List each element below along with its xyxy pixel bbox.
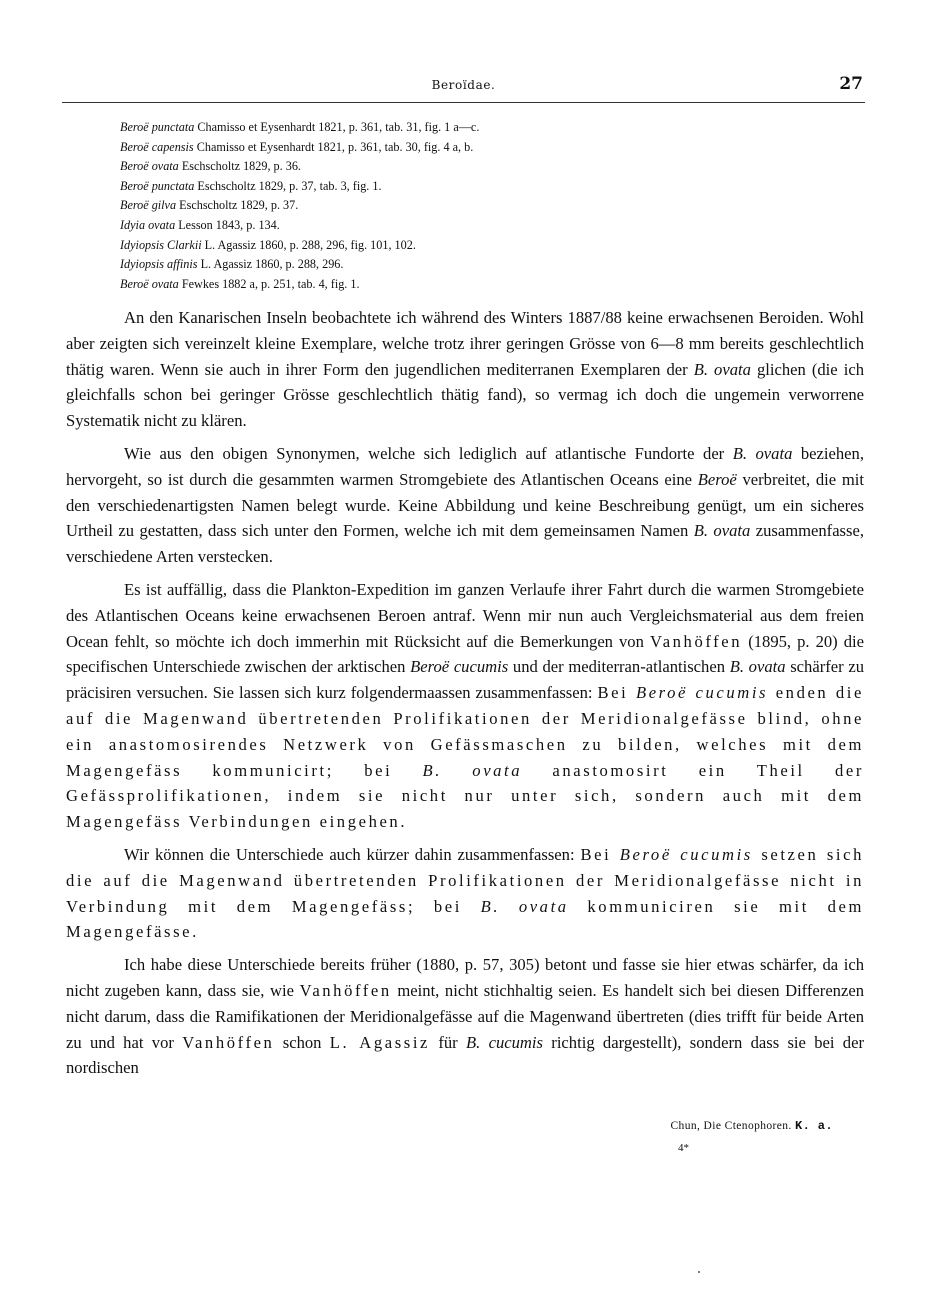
emphasis-run: Beroë cucumis xyxy=(410,657,509,677)
emphasis-run: Vanhöffen xyxy=(299,980,392,1000)
synonym-reference: L. Agassiz 1860, p. 288, 296. xyxy=(197,257,344,272)
synonym-taxon: Idyia ovata xyxy=(120,217,176,232)
synonym-entry xyxy=(120,157,680,177)
text-run: und der mediterran-atlantischen xyxy=(508,657,730,677)
sheet-signature: 4* xyxy=(678,1142,689,1154)
text-run: Wir können die Unterschiede auch kürzer dahin zusammenfassen: xyxy=(124,844,581,864)
text-run: für xyxy=(430,1032,466,1052)
synonym-entry xyxy=(120,216,680,236)
paragraph xyxy=(66,842,864,945)
body-text xyxy=(66,305,864,1088)
footer-ref-text: Chun, Die Ctenophoren. xyxy=(670,1120,792,1132)
synonym-entry xyxy=(120,138,680,158)
synonym-taxon: Beroë capensis xyxy=(120,139,194,154)
synonym-taxon: Beroë gilva xyxy=(120,198,177,213)
text-run: richtig dargestellt), sondern dass sie bei der nordischen xyxy=(66,1032,864,1078)
synonym-entry xyxy=(120,118,680,138)
synonym-reference: Fewkes 1882 a, p. 251, tab. 4, fig. 1. xyxy=(178,276,360,291)
footer-ref-code: K. a. xyxy=(794,1119,833,1133)
emphasis-run: Beroë xyxy=(697,469,737,489)
paragraph xyxy=(66,952,864,1081)
text-run: beziehen, hervorgeht, so ist durch die gesammten warmen Stromgebiete des Atlantischen Oceans eine xyxy=(66,443,864,489)
text-run: An den Kanarischen Inseln beobachtete ich während des Winters 1887/88 keine erwachsenen Beroiden. Wohl aber zeigten sich vereinzelt kleine Exemplare, welche trotz ihrer geringen Grösse von 6—8 mm bereits geschlechtlich thätig waren. Wenn sie auch in ihrer Form den jugendlichen mediterranen Exemplaren der xyxy=(66,308,864,379)
emphasis-run: setzen sich die auf die Magenwand übertretenden Prolifikationen der Meridionalgefässe nicht in Verbindung mit dem Magengefäss; bei xyxy=(66,844,864,916)
emphasis-run: B. ovata xyxy=(422,760,523,780)
text-run: schärfer zu präcisiren versuchen. Sie lassen sich kurz folgendermaassen zusammenfassen: xyxy=(66,657,864,703)
text-run: schon xyxy=(274,1032,330,1052)
synonym-entry xyxy=(120,255,680,275)
emphasis-run: enden die auf die Magenwand übertretenden Prolifikationen der Meridionalgefässe blind, ohne ein anastomosirendes Netzwerk von Gefässmaschen zu bilden, welches mit dem Magengefäss kommunicirt; bei xyxy=(66,683,864,780)
synonym-entry xyxy=(120,275,680,295)
text-run: (1895, p. 20) die specifischen Unterschiede zwischen der arktischen xyxy=(66,631,865,677)
text-run: verbreitet, die mit den verschiedenartigsten Namen belegt wurde. Keine Abbildung und keine Beschreibung genügt, um ein sicheres Urtheil zu gestatten, dass sich unter den Formen, welche ich mit dem gemeinsamen Namen xyxy=(66,469,864,541)
emphasis-run: L. Agassiz xyxy=(329,1032,431,1052)
synonym-reference: Eschscholtz 1829, p. 37. xyxy=(176,198,299,213)
paragraph xyxy=(66,305,864,434)
emphasis-run: Vanhöffen xyxy=(182,1032,275,1052)
text-run: Ich habe diese Unterschiede bereits früher (1880, p. 57, 305) betont und fasse sie hier etwas schärfer, da ich nicht zugeben kann, dass sie, wie xyxy=(66,955,864,1000)
print-speck xyxy=(698,1271,700,1273)
synonym-taxon: Beroë punctata xyxy=(120,178,195,193)
synonym-reference: L. Agassiz 1860, p. 288, 296, fig. 101, 102. xyxy=(201,237,416,252)
emphasis-run: Bei xyxy=(597,683,636,703)
synonym-taxon: Beroë ovata xyxy=(120,276,179,291)
text-run: meint, nicht stichhaltig seien. Es handelt sich bei diesen Differenzen nicht darum, dass die Ramifikationen der Meridionalgefässe auf die Magenwand übertreten (dies trifft für beide Arten zu und hat vor xyxy=(66,980,865,1052)
text-run: Es ist auffällig, dass die Plankton-Expedition im ganzen Verlaufe ihrer Fahrt durch die warmen Stromgebiete des Atlantischen Oceans keine erwachsenen Beroen antraf. Wenn mir nun auch Vergleichsmaterial aus dem freien Ocean fehlt, so möchte ich doch immerhin mit Rücksicht auf die Bemerkungen von xyxy=(66,579,864,651)
footer-reference xyxy=(670,1119,833,1133)
page-number: 27 xyxy=(839,74,863,94)
emphasis-run: kommuniciren sie mit dem Magengefässe. xyxy=(66,896,864,942)
text-run: glichen (die ich gleichfalls schon bei geringer Grösse geschlechtlich thätig fand), so vermag ich doch die ungemein verworrene Systematik nicht zu klären. xyxy=(66,359,864,431)
text-run: Wie aus den obigen Synonymen, welche sich lediglich auf atlantische Fundorte der xyxy=(124,443,733,463)
emphasis-run: B. ovata xyxy=(729,657,786,677)
emphasis-run: B. ovata xyxy=(732,443,793,463)
synonym-entry xyxy=(120,177,680,197)
emphasis-run: Beroë cucumis xyxy=(635,683,769,703)
synonym-reference: Lesson 1843, p. 134. xyxy=(175,217,280,232)
text-run: zusammenfasse, verschiedene Arten verstecken. xyxy=(66,521,864,567)
synonymy-list xyxy=(120,118,680,294)
synonym-taxon: Idyiopsis affinis xyxy=(120,257,198,272)
emphasis-run: Bei xyxy=(580,844,620,864)
emphasis-run: Beroë cucumis xyxy=(619,844,753,864)
synonym-reference: Eschscholtz 1829, p. 37, tab. 3, fig. 1. xyxy=(194,178,382,193)
emphasis-run: B. ovata xyxy=(480,896,569,916)
synonym-entry xyxy=(120,236,680,256)
emphasis-run: B. ovata xyxy=(693,359,751,379)
running-header xyxy=(62,76,865,103)
running-title: Beroïdae. xyxy=(431,78,496,92)
emphasis-run: Vanhöffen xyxy=(649,631,743,651)
paragraph xyxy=(66,441,864,570)
synonym-taxon: Idyiopsis Clarkii xyxy=(120,237,202,252)
synonym-taxon: Beroë ovata xyxy=(120,159,179,174)
emphasis-run: B. cucumis xyxy=(466,1032,543,1052)
paragraph xyxy=(66,577,864,835)
synonym-reference: Chamisso et Eysenhardt 1821, p. 361, tab. 30, fig. 4 a, b. xyxy=(193,139,474,154)
synonym-reference: Eschscholtz 1829, p. 36. xyxy=(178,159,301,174)
emphasis-run: B. ovata xyxy=(693,521,751,541)
synonym-taxon: Beroë punctata xyxy=(120,120,195,134)
emphasis-run: anastomosirt ein Theil der Gefässprolifikationen, indem sie nicht nur unter sich, sondern auch mit dem Magengefäss Verbindungen eingehen. xyxy=(66,760,864,832)
synonym-reference: Chamisso et Eysenhardt 1821, p. 361, tab. 31, fig. 1 a—c. xyxy=(194,120,480,134)
synonym-entry xyxy=(120,196,680,216)
